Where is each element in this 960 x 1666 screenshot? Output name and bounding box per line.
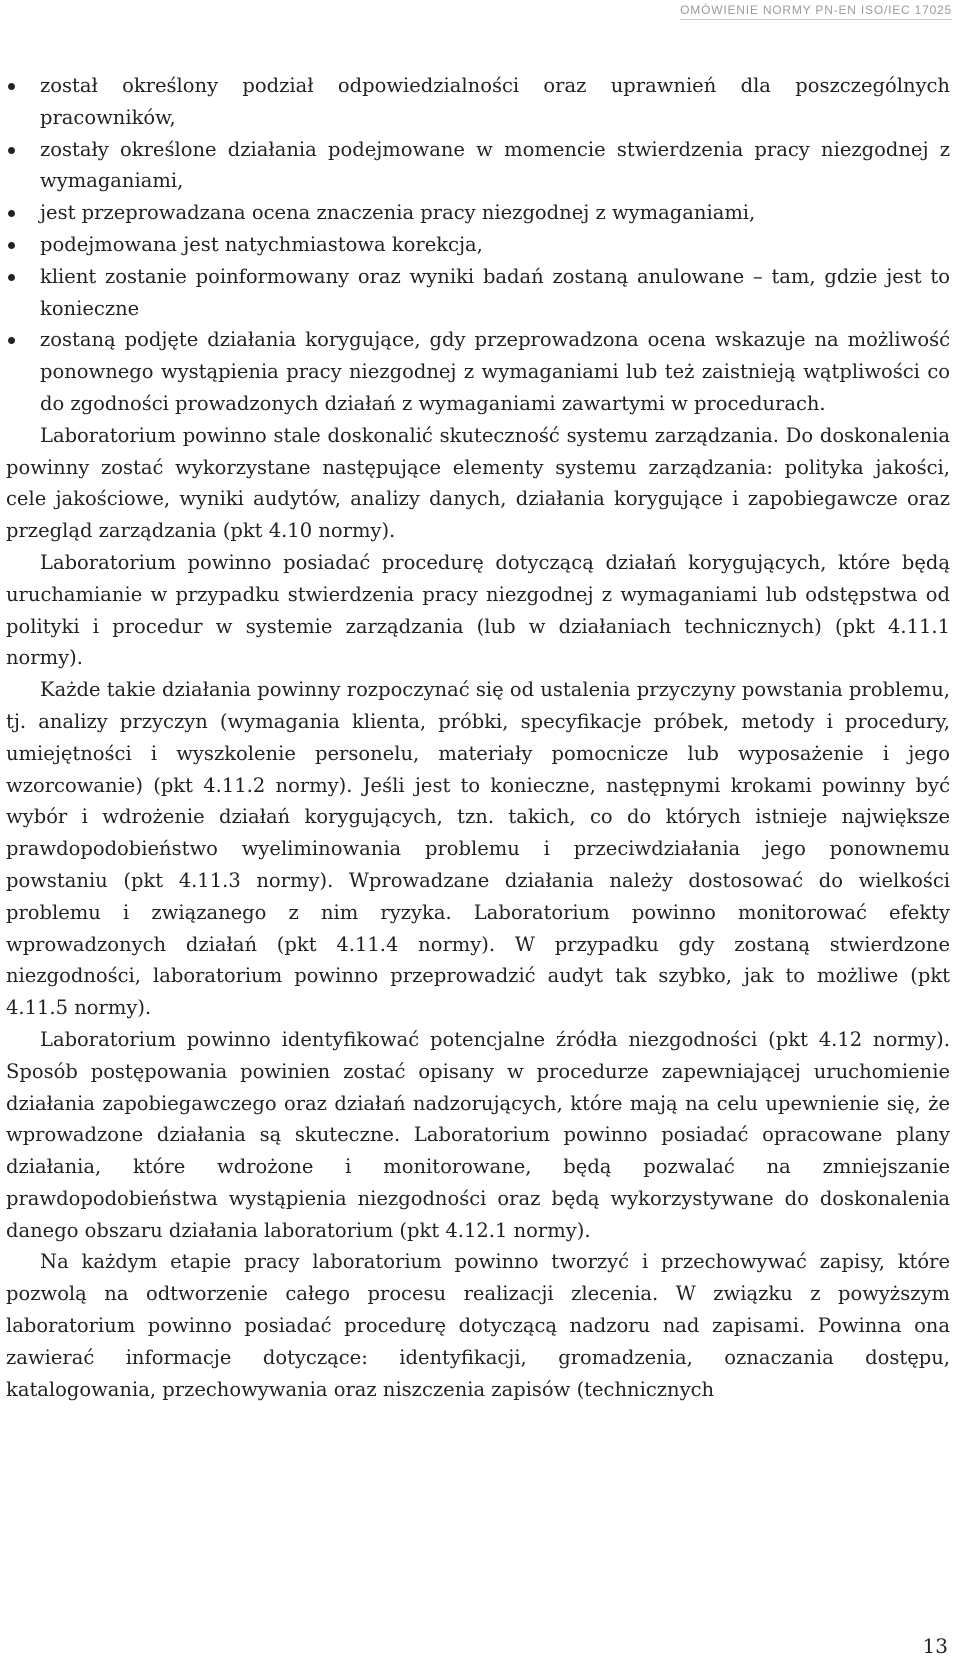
list-item-text: został określony podział odpowiedzialności oraz uprawnień dla poszczególnych pracowników, <box>40 74 950 129</box>
bullet-icon <box>8 83 15 90</box>
bullet-list <box>6 70 950 420</box>
list-item-text: podejmowana jest natychmiastowa korekcja, <box>40 232 483 256</box>
list-item <box>6 261 950 325</box>
list-item <box>6 197 950 229</box>
list-item-text: zostały określone działania podejmowane w momencie stwierdzenia pracy niezgodnej z wymaganiami, <box>40 137 950 193</box>
page-body <box>6 70 950 1405</box>
list-item-text: zostaną podjęte działania korygujące, gdy przeprowadzona ocena wskazuje na możliwość ponownego wystąpienia pracy niezgodnej z wymaganiami lub też zaistnieją wątpliwości co do zgodności prowadzonych działań z wymaganiami zawartymi w procedurach. <box>40 328 950 415</box>
list-item-text: jest przeprowadzana ocena znaczenia pracy niezgodnej z wymaganiami, <box>40 201 756 225</box>
bullet-icon <box>8 337 15 344</box>
list-item <box>6 324 950 419</box>
list-item <box>6 229 950 261</box>
bullet-icon <box>8 210 15 217</box>
bullet-icon <box>8 274 15 281</box>
running-header: OMÓWIENIE NORMY PN-EN ISO/IEC 17025 <box>680 3 952 20</box>
bullet-icon <box>8 242 15 249</box>
body-paragraph: Laboratorium powinno posiadać procedurę dotyczącą działań korygujących, które będą uruchamianie w przypadku stwierdzenia pracy niezgodnej z wymaganiami lub odstępstwa od polityki i procedur w systemie zarządzania (lub w działaniach technicznych) (pkt 4.11.1 normy). <box>6 550 950 670</box>
body-paragraph: Każde takie działania powinny rozpoczynać się od ustalenia przyczyny powstania problemu, tj. analizy przyczyn (wymagania klienta, próbki, specyfikacje próbek, metody i procedury, umiejętności i wyszkolenie personelu, materiały pomocnicze lub wyposażenie i jego wzorcowanie) (pkt 4.11.2 normy). Jeśli jest to konieczne, następnymi krokami powinny być wybór i wdrożenie działań korygujących, tzn. takich, co do których istnieje największe prawdopodobieństwo wyeliminowania problemu i przeciwdziałania jego ponownemu powstaniu (pkt 4.11.3 normy). Wprowadzane działania należy dostosować do wielkości problemu i związanego z nim ryzyka. Laboratorium powinno monitorować efekty wprowadzonych działań (pkt 4.11.4 normy). W przypadku gdy zostaną stwierdzone niezgodności, laboratorium powinno przeprowadzić audyt tak szybko, jak to możliwe (pkt 4.11.5 normy). <box>6 678 950 1020</box>
list-item <box>6 70 950 134</box>
list-item <box>6 134 950 198</box>
list-item-text: klient zostanie poinformowany oraz wyniki badań zostaną anulowane – tam, gdzie jest to konieczne <box>40 264 950 320</box>
body-paragraph: Laboratorium powinno identyfikować potencjalne źródła niezgodności (pkt 4.12 normy). Sposób postępowania powinien zostać opisany w procedurze zapewniającej uruchomienie działania zapobiegawczego oraz działań nadzorujących, które mają na celu upewnienie się, że wprowadzone działania są skuteczne. Laboratorium powinno posiadać opracowane plany działania, które wdrożone i monitorowane, będą pozwalać na zmniejszanie prawdopodobieństwa wystąpienia niezgodności oraz będą wykorzystywane do doskonalenia danego obszaru działania laboratorium (pkt 4.12.1 normy). <box>6 1027 950 1242</box>
bullet-icon <box>8 147 15 154</box>
body-paragraph: Na każdym etapie pracy laboratorium powinno tworzyć i przechowywać zapisy, które pozwolą na odtworzenie całego procesu realizacji zlecenia. W związku z powyższym laboratorium powinno posiadać procedurę dotyczącą nadzoru nad zapisami. Powinna ona zawierać informacje dotyczące: identyfikacji, gromadzenia, oznaczania dostępu, katalogowania, przechowywania oraz niszczenia zapisów (technicznych <box>6 1250 950 1401</box>
page-number: 13 <box>922 1634 948 1658</box>
body-paragraph: Laboratorium powinno stale doskonalić skuteczność systemu zarządzania. Do doskonalenia powinny zostać wykorzystane następujące elementy systemu zarządzania: polityka jakości, cele jakościowe, wyniki audytów, analizy danych, działania korygujące i zapobiegawcze oraz przegląd zarządzania (pkt 4.10 normy). <box>6 423 950 543</box>
